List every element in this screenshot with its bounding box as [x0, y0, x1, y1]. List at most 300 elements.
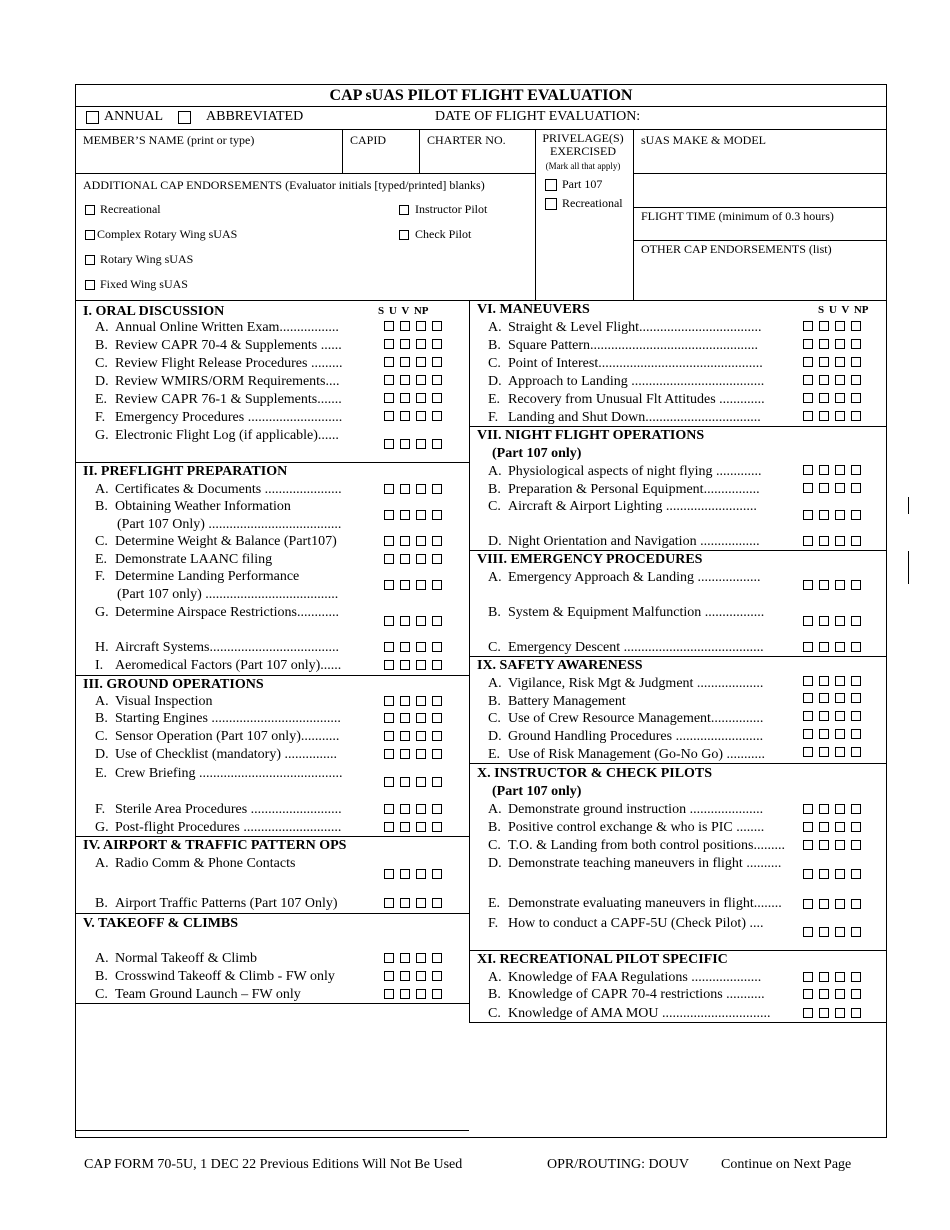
grade-v-checkbox[interactable] [835, 536, 845, 546]
grade-s-checkbox[interactable] [803, 339, 813, 349]
grade-s-checkbox[interactable] [384, 439, 394, 449]
item-letter: C. [488, 838, 501, 853]
make-model-label: sUAS MAKE & MODEL [641, 133, 767, 147]
grade-v-checkbox[interactable] [416, 339, 426, 349]
grade-v-checkbox[interactable] [416, 749, 426, 759]
grade-v-checkbox[interactable] [835, 711, 845, 721]
grade-np-checkbox[interactable] [851, 822, 861, 832]
grade-np-checkbox[interactable] [851, 483, 861, 493]
checklist-item [95, 569, 299, 585]
grade-v-checkbox[interactable] [416, 554, 426, 564]
grade-v-checkbox[interactable] [416, 375, 426, 385]
grade-s-checkbox[interactable] [384, 554, 394, 564]
annual-label: ANNUAL [104, 109, 164, 124]
item-text: Vigilance, Risk Mgt & Judgment ................... [508, 676, 764, 691]
grade-u-checkbox[interactable] [400, 375, 410, 385]
grade-np-checkbox[interactable] [851, 393, 861, 403]
checklist-item [488, 711, 763, 727]
grade-s-checkbox[interactable] [803, 804, 813, 814]
grade-np-checkbox[interactable] [432, 484, 442, 494]
grade-s-checkbox[interactable] [384, 713, 394, 723]
grade-checkboxes [384, 869, 448, 881]
checklist-item [488, 747, 765, 763]
grade-np-checkbox[interactable] [432, 616, 442, 626]
grade-s-checkbox[interactable] [384, 822, 394, 832]
item-letter: A. [95, 320, 109, 335]
part107-checkbox[interactable] [545, 179, 557, 191]
grade-s-checkbox[interactable] [803, 729, 813, 739]
grade-u-checkbox[interactable] [819, 321, 829, 331]
item-text: Review CAPR 76-1 & Supplements....... [115, 392, 342, 407]
grade-u-checkbox[interactable] [819, 536, 829, 546]
grade-u-checkbox[interactable] [819, 357, 829, 367]
grade-v-checkbox[interactable] [416, 971, 426, 981]
grade-s-checkbox[interactable] [803, 483, 813, 493]
grade-v-checkbox[interactable] [416, 869, 426, 879]
grade-u-checkbox[interactable] [400, 822, 410, 832]
grade-s-checkbox[interactable] [384, 660, 394, 670]
checklist-item [488, 802, 763, 818]
grade-u-checkbox[interactable] [400, 869, 410, 879]
grade-u-checkbox[interactable] [400, 971, 410, 981]
additional-endorsements-label: ADDITIONAL CAP ENDORSEMENTS (Evaluator initials [typed/printed] blanks) [83, 178, 485, 192]
grade-v-checkbox[interactable] [835, 693, 845, 703]
abbreviated-checkbox[interactable] [178, 111, 191, 124]
grade-np-checkbox[interactable] [851, 411, 861, 421]
grade-v-checkbox[interactable] [416, 321, 426, 331]
item-text-continued: (Part 107 only) ...................................... [117, 587, 339, 602]
complex-rotary-checkbox[interactable] [85, 230, 95, 240]
grade-checkboxes [384, 696, 448, 708]
grade-s-checkbox[interactable] [803, 642, 813, 652]
grade-v-checkbox[interactable] [835, 642, 845, 652]
checklist-item [488, 916, 763, 932]
grade-np-checkbox[interactable] [851, 729, 861, 739]
grade-v-checkbox[interactable] [416, 393, 426, 403]
grade-s-checkbox[interactable] [803, 840, 813, 850]
grade-s-checkbox[interactable] [384, 898, 394, 908]
grade-u-checkbox[interactable] [400, 660, 410, 670]
checklist-item [95, 338, 342, 354]
grade-np-checkbox[interactable] [851, 693, 861, 703]
grade-np-checkbox[interactable] [432, 660, 442, 670]
checklist-item [95, 747, 337, 763]
grade-u-checkbox[interactable] [400, 696, 410, 706]
grade-u-checkbox[interactable] [400, 554, 410, 564]
form-id: CAP FORM 70-5U, 1 DEC 22 Previous Editions Will Not Be Used [84, 1157, 463, 1172]
item-text: Emergency Approach & Landing .................. [508, 570, 761, 585]
grade-s-checkbox[interactable] [803, 510, 813, 520]
grade-np-checkbox[interactable] [851, 321, 861, 331]
grade-np-checkbox[interactable] [432, 339, 442, 349]
grade-s-checkbox[interactable] [803, 393, 813, 403]
grade-np-checkbox[interactable] [432, 749, 442, 759]
grade-v-checkbox[interactable] [835, 747, 845, 757]
grade-s-checkbox[interactable] [803, 822, 813, 832]
grade-s-checkbox[interactable] [384, 536, 394, 546]
grade-u-checkbox[interactable] [819, 711, 829, 721]
checklist-item [95, 392, 342, 408]
item-text: Straight & Level Flight................................... [508, 320, 762, 335]
grade-checkboxes [384, 822, 448, 834]
checklist-item [95, 374, 340, 390]
grade-s-checkbox[interactable] [384, 484, 394, 494]
grade-checkboxes [803, 375, 867, 387]
grade-s-checkbox[interactable] [384, 989, 394, 999]
grade-v-checkbox[interactable] [416, 660, 426, 670]
grade-v-checkbox[interactable] [416, 411, 426, 421]
checklist-item [95, 802, 342, 818]
grade-v-checkbox[interactable] [835, 616, 845, 626]
grade-np-checkbox[interactable] [432, 953, 442, 963]
grade-u-checkbox[interactable] [819, 616, 829, 626]
grade-u-checkbox[interactable] [400, 989, 410, 999]
checklist-item [488, 729, 763, 745]
grade-u-checkbox[interactable] [400, 536, 410, 546]
divider [469, 656, 887, 657]
grade-s-checkbox[interactable] [803, 321, 813, 331]
grade-u-checkbox[interactable] [819, 729, 829, 739]
grade-np-checkbox[interactable] [432, 696, 442, 706]
item-text: Landing and Shut Down................................. [508, 410, 761, 425]
grade-v-checkbox[interactable] [416, 616, 426, 626]
grade-u-checkbox[interactable] [819, 339, 829, 349]
grade-np-checkbox[interactable] [851, 1008, 861, 1018]
grade-s-checkbox[interactable] [803, 869, 813, 879]
grade-checkboxes [384, 357, 448, 369]
grade-v-checkbox[interactable] [835, 989, 845, 999]
grade-v-checkbox[interactable] [416, 439, 426, 449]
grade-u-checkbox[interactable] [819, 676, 829, 686]
checklist-item [488, 356, 763, 372]
grade-s-checkbox[interactable] [803, 465, 813, 475]
item-letter: C. [95, 987, 108, 1002]
instructor-pilot-checkbox[interactable] [399, 205, 409, 215]
grade-v-checkbox[interactable] [835, 899, 845, 909]
grade-s-checkbox[interactable] [803, 536, 813, 546]
grade-v-checkbox[interactable] [416, 580, 426, 590]
grade-np-checkbox[interactable] [851, 972, 861, 982]
grade-v-checkbox[interactable] [416, 484, 426, 494]
checklist-item [95, 605, 339, 621]
part107-label: Part 107 [562, 177, 603, 191]
grade-u-checkbox[interactable] [400, 713, 410, 723]
rotary-wing-checkbox[interactable] [85, 255, 95, 265]
grade-u-checkbox[interactable] [819, 580, 829, 590]
grade-u-checkbox[interactable] [400, 339, 410, 349]
grade-s-checkbox[interactable] [803, 927, 813, 937]
grade-np-checkbox[interactable] [432, 580, 442, 590]
grade-s-checkbox[interactable] [384, 749, 394, 759]
grade-u-checkbox[interactable] [819, 465, 829, 475]
section-title: VII. NIGHT FLIGHT OPERATIONS [477, 428, 705, 443]
grade-u-checkbox[interactable] [819, 927, 829, 937]
grade-v-checkbox[interactable] [416, 642, 426, 652]
grade-s-checkbox[interactable] [384, 510, 394, 520]
grade-v-checkbox[interactable] [835, 483, 845, 493]
checklist-item [488, 499, 757, 515]
grade-v-checkbox[interactable] [416, 357, 426, 367]
grade-np-checkbox[interactable] [432, 989, 442, 999]
grade-u-checkbox[interactable] [819, 483, 829, 493]
item-text: Certificates & Documents ...................... [115, 482, 342, 497]
grade-u-checkbox[interactable] [819, 989, 829, 999]
grade-checkboxes [803, 357, 867, 369]
grade-np-checkbox[interactable] [432, 411, 442, 421]
checklist-item [95, 640, 339, 656]
item-text: Review Flight Release Procedures ......... [115, 356, 343, 371]
privileges-title: PRIVELAGE(S) EXERCISED [542, 131, 624, 158]
grade-s-checkbox[interactable] [803, 899, 813, 909]
grade-np-checkbox[interactable] [432, 898, 442, 908]
grade-checkboxes [803, 822, 867, 834]
grade-np-checkbox[interactable] [432, 510, 442, 520]
grade-np-checkbox[interactable] [851, 357, 861, 367]
grade-v-checkbox[interactable] [835, 1008, 845, 1018]
grade-u-checkbox[interactable] [819, 693, 829, 703]
recreational-privilege-checkbox[interactable] [545, 198, 557, 210]
grade-u-checkbox[interactable] [819, 869, 829, 879]
grade-s-checkbox[interactable] [803, 357, 813, 367]
item-text: System & Equipment Malfunction ................. [508, 605, 765, 620]
grade-v-checkbox[interactable] [835, 676, 845, 686]
grade-v-checkbox[interactable] [835, 972, 845, 982]
grade-u-checkbox[interactable] [400, 393, 410, 403]
checklist-item [488, 374, 764, 390]
grade-s-checkbox[interactable] [384, 339, 394, 349]
grade-v-checkbox[interactable] [835, 869, 845, 879]
grade-u-checkbox[interactable] [400, 804, 410, 814]
grade-s-checkbox[interactable] [803, 972, 813, 982]
grade-np-checkbox[interactable] [432, 804, 442, 814]
grade-np-checkbox[interactable] [432, 731, 442, 741]
grade-u-checkbox[interactable] [400, 953, 410, 963]
checklist-item [95, 410, 342, 426]
grade-np-checkbox[interactable] [432, 321, 442, 331]
grade-np-checkbox[interactable] [432, 822, 442, 832]
grade-np-checkbox[interactable] [851, 676, 861, 686]
grade-s-checkbox[interactable] [384, 357, 394, 367]
item-letter: F. [488, 916, 499, 931]
item-text: Demonstrate LAANC filing [115, 552, 273, 567]
grade-u-checkbox[interactable] [819, 840, 829, 850]
grade-np-checkbox[interactable] [432, 393, 442, 403]
grade-u-checkbox[interactable] [819, 642, 829, 652]
grade-s-checkbox[interactable] [803, 989, 813, 999]
item-text: Ground Handling Procedures ......................... [508, 729, 764, 744]
grade-u-checkbox[interactable] [819, 899, 829, 909]
grade-v-checkbox[interactable] [835, 339, 845, 349]
grade-u-checkbox[interactable] [400, 411, 410, 421]
grade-np-checkbox[interactable] [851, 375, 861, 385]
item-text: Square Pattern................................................ [508, 338, 759, 353]
grade-s-checkbox[interactable] [384, 696, 394, 706]
grade-np-checkbox[interactable] [851, 465, 861, 475]
grade-s-checkbox[interactable] [384, 321, 394, 331]
grade-u-checkbox[interactable] [400, 357, 410, 367]
grade-s-checkbox[interactable] [384, 804, 394, 814]
grade-np-checkbox[interactable] [851, 536, 861, 546]
grade-u-checkbox[interactable] [400, 777, 410, 787]
grade-np-checkbox[interactable] [851, 927, 861, 937]
grade-checkboxes [384, 554, 448, 566]
grade-np-checkbox[interactable] [851, 711, 861, 721]
annual-checkbox[interactable] [86, 111, 99, 124]
grade-u-checkbox[interactable] [819, 411, 829, 421]
item-letter: D. [488, 534, 502, 549]
grade-v-checkbox[interactable] [835, 411, 845, 421]
grade-u-checkbox[interactable] [400, 321, 410, 331]
grade-u-checkbox[interactable] [819, 375, 829, 385]
grade-v-checkbox[interactable] [835, 840, 845, 850]
grade-s-checkbox[interactable] [384, 953, 394, 963]
grade-s-checkbox[interactable] [384, 869, 394, 879]
grade-u-checkbox[interactable] [819, 972, 829, 982]
grade-s-checkbox[interactable] [384, 375, 394, 385]
grade-np-checkbox[interactable] [851, 899, 861, 909]
item-letter: D. [488, 856, 502, 871]
grade-u-checkbox[interactable] [400, 749, 410, 759]
grade-v-checkbox[interactable] [416, 989, 426, 999]
grade-v-checkbox[interactable] [835, 510, 845, 520]
grade-s-checkbox[interactable] [384, 971, 394, 981]
grade-u-checkbox[interactable] [400, 580, 410, 590]
grade-checkboxes [803, 321, 867, 333]
grade-np-checkbox[interactable] [851, 840, 861, 850]
grade-s-checkbox[interactable] [384, 777, 394, 787]
grade-s-checkbox[interactable] [803, 711, 813, 721]
grade-s-checkbox[interactable] [803, 747, 813, 757]
grade-np-checkbox[interactable] [851, 616, 861, 626]
grade-np-checkbox[interactable] [432, 971, 442, 981]
grade-s-checkbox[interactable] [803, 580, 813, 590]
grade-np-checkbox[interactable] [851, 580, 861, 590]
grade-v-checkbox[interactable] [416, 804, 426, 814]
grade-v-checkbox[interactable] [835, 729, 845, 739]
grade-v-checkbox[interactable] [416, 731, 426, 741]
grade-v-checkbox[interactable] [416, 536, 426, 546]
checklist-item [488, 820, 764, 836]
grade-s-checkbox[interactable] [384, 411, 394, 421]
grade-np-checkbox[interactable] [432, 777, 442, 787]
grade-np-checkbox[interactable] [851, 642, 861, 652]
item-letter: C. [95, 356, 108, 371]
item-letter: B. [488, 338, 501, 353]
item-text: Point of Interest............................................... [508, 356, 763, 371]
grade-v-checkbox[interactable] [835, 804, 845, 814]
fixed-wing-checkbox[interactable] [85, 280, 95, 290]
divider [633, 240, 887, 241]
grade-checkboxes [384, 510, 448, 522]
grade-np-checkbox[interactable] [432, 357, 442, 367]
grade-s-checkbox[interactable] [803, 676, 813, 686]
grade-s-checkbox[interactable] [803, 1008, 813, 1018]
grade-u-checkbox[interactable] [400, 510, 410, 520]
grade-u-checkbox[interactable] [819, 804, 829, 814]
grade-v-checkbox[interactable] [416, 777, 426, 787]
grade-np-checkbox[interactable] [851, 869, 861, 879]
grade-s-checkbox[interactable] [384, 616, 394, 626]
grade-np-checkbox[interactable] [432, 642, 442, 652]
grade-u-checkbox[interactable] [400, 731, 410, 741]
grade-v-checkbox[interactable] [416, 953, 426, 963]
grade-checkboxes [384, 580, 448, 592]
recreational-endorsement-checkbox[interactable] [85, 205, 95, 215]
grade-np-checkbox[interactable] [432, 536, 442, 546]
grade-s-checkbox[interactable] [384, 731, 394, 741]
grade-np-checkbox[interactable] [432, 554, 442, 564]
grade-v-checkbox[interactable] [416, 898, 426, 908]
grade-np-checkbox[interactable] [851, 804, 861, 814]
grade-v-checkbox[interactable] [835, 822, 845, 832]
grade-s-checkbox[interactable] [384, 580, 394, 590]
grade-checkboxes [384, 749, 448, 761]
grade-s-checkbox[interactable] [803, 693, 813, 703]
section-title: IX. SAFETY AWARENESS [477, 658, 643, 673]
grade-s-checkbox[interactable] [803, 375, 813, 385]
grade-np-checkbox[interactable] [432, 439, 442, 449]
grade-v-checkbox[interactable] [835, 927, 845, 937]
grade-u-checkbox[interactable] [400, 616, 410, 626]
grade-checkboxes [384, 439, 448, 451]
grade-v-checkbox[interactable] [835, 580, 845, 590]
grade-s-checkbox[interactable] [384, 393, 394, 403]
item-text: Aircraft Systems..................................... [115, 640, 339, 655]
grade-checkboxes [803, 747, 867, 759]
checklist-item [488, 694, 626, 710]
divider [75, 1003, 469, 1004]
grade-checkboxes [803, 927, 867, 939]
grade-u-checkbox[interactable] [819, 393, 829, 403]
grade-u-checkbox[interactable] [400, 439, 410, 449]
grade-checkboxes [803, 972, 867, 984]
item-text: Battery Management [508, 694, 626, 709]
grade-np-checkbox[interactable] [851, 510, 861, 520]
grade-np-checkbox[interactable] [851, 747, 861, 757]
grade-v-checkbox[interactable] [416, 696, 426, 706]
grade-u-checkbox[interactable] [819, 1008, 829, 1018]
grade-u-checkbox[interactable] [819, 510, 829, 520]
grade-v-checkbox[interactable] [416, 713, 426, 723]
item-text: Crew Briefing ......................................... [115, 766, 343, 781]
grade-s-checkbox[interactable] [803, 411, 813, 421]
divider [419, 129, 420, 173]
section-title: X. INSTRUCTOR & CHECK PILOTS [477, 766, 713, 781]
item-text: Review WMIRS/ORM Requirements.... [115, 374, 340, 389]
grade-s-checkbox[interactable] [803, 616, 813, 626]
grade-v-checkbox[interactable] [835, 393, 845, 403]
grade-v-checkbox[interactable] [835, 375, 845, 385]
grade-np-checkbox[interactable] [432, 713, 442, 723]
grade-u-checkbox[interactable] [400, 898, 410, 908]
grade-u-checkbox[interactable] [819, 822, 829, 832]
grade-np-checkbox[interactable] [432, 375, 442, 385]
grade-v-checkbox[interactable] [835, 357, 845, 367]
grade-v-checkbox[interactable] [835, 321, 845, 331]
grade-u-checkbox[interactable] [400, 642, 410, 652]
grade-s-checkbox[interactable] [384, 642, 394, 652]
grade-v-checkbox[interactable] [416, 510, 426, 520]
grade-u-checkbox[interactable] [819, 747, 829, 757]
grade-np-checkbox[interactable] [851, 989, 861, 999]
grade-u-checkbox[interactable] [400, 484, 410, 494]
grade-np-checkbox[interactable] [432, 869, 442, 879]
grade-np-checkbox[interactable] [851, 339, 861, 349]
item-letter: I. [95, 658, 104, 673]
check-pilot-checkbox[interactable] [399, 230, 409, 240]
grade-v-checkbox[interactable] [835, 465, 845, 475]
grade-v-checkbox[interactable] [416, 822, 426, 832]
